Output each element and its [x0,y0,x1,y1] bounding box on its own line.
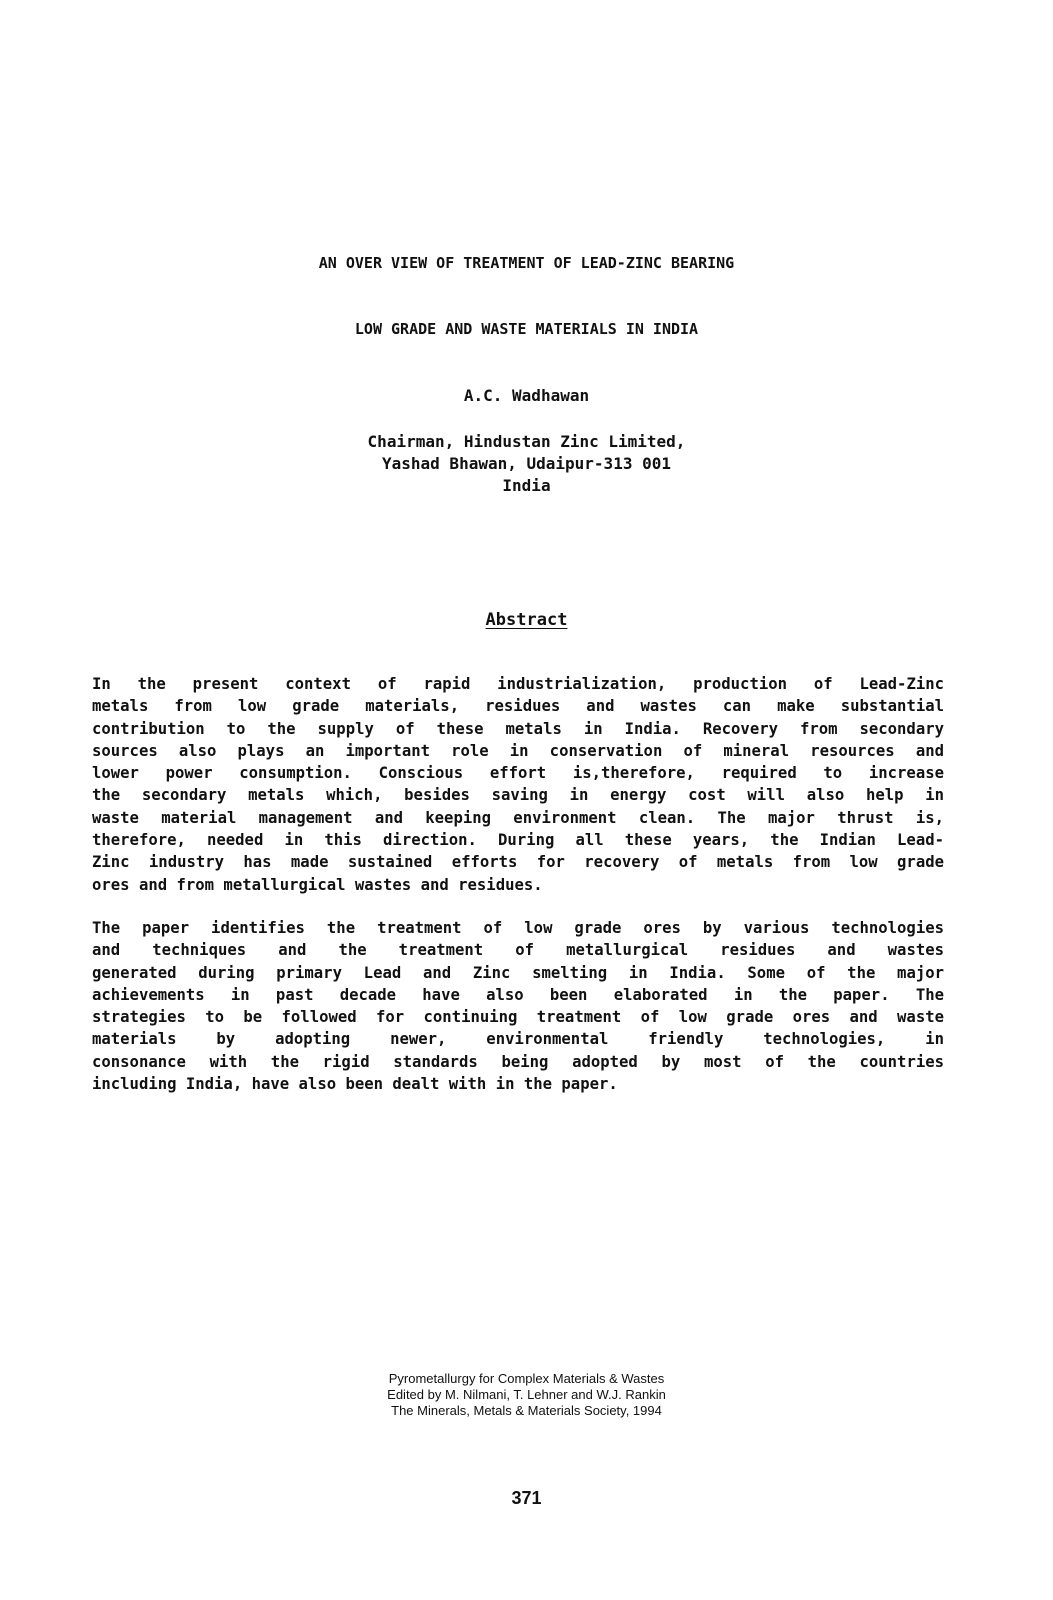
paragraph-line: strategies to be followed for continuing treatment of low grade ores and waste [92,1008,944,1027]
author-name: A.C. Wadhawan [463,386,590,405]
paragraph-line: In the present context of rapid industrialization, production of Lead-Zinc [92,675,944,693]
paragraph-line: the secondary metals which, besides saving in energy cost will also help in [92,786,944,805]
paragraph-line: therefore, needed in this direction. During all these years, the Indian Lead- [92,831,944,850]
paragraph-line: achievements in past decade have also been elaborated in the paper. The [92,985,944,1004]
paragraph-line: consonance with the rigid standards being adopted by most of the countries [92,1052,944,1071]
paper-title-line-2: LOW GRADE AND WASTE MATERIALS IN INDIA [354,320,699,338]
paragraph-line: The paper identifies the treatment of low grade ores by various technologies [92,919,944,937]
footer-line-1: Pyrometallurgy for Complex Materials & Wastes [388,1371,665,1386]
paragraph-line: lower power consumption. Conscious effort is,therefore, required to increase [92,764,944,783]
abstract-paragraph-2 [92,917,944,1095]
abstract-paragraph-1 [92,673,944,896]
paragraph-line: generated during primary Lead and Zinc smelting in India. Some of the major [92,963,944,982]
paragraph-line: sources also plays an important role in conservation of mineral resources and [92,741,944,760]
affiliation-line-3: India [502,476,551,495]
footer-line-3: The Minerals, Metals & Materials Society, 1994 [391,1403,662,1418]
affiliation-line-2: Yashad Bhawan, Udaipur-313 001 [382,454,671,473]
abstract-heading-text: Abstract [485,610,568,630]
affiliation-line-1: Chairman, Hindustan Zinc Limited, [367,432,686,451]
paragraph-line: including India, have also been dealt with in the paper. [92,1075,618,1094]
publication-footer [0,1371,1053,1419]
paper-title-line-1: AN OVER VIEW OF TREATMENT OF LEAD-ZINC BEARING [318,254,735,272]
paragraph-line: and techniques and the treatment of metallurgical residues and wastes [92,941,944,960]
paragraph-line: materials by adopting newer, environmental friendly technologies, in [92,1030,944,1049]
paragraph-line: ores and from metallurgical wastes and residues. [92,875,543,894]
author-affiliation [0,431,1053,497]
paragraph-line: metals from low grade materials, residues and wastes can make substantial [92,697,944,716]
footer-line-2: Edited by M. Nilmani, T. Lehner and W.J. Rankin [387,1387,666,1402]
paragraph-line: contribution to the supply of these metals in India. Recovery from secondary [92,719,944,738]
abstract-heading [0,610,1053,630]
paragraph-line: Zinc industry has made sustained efforts for recovery of metals from low grade [92,853,944,872]
paragraph-line: waste material management and keeping environment clean. The major thrust is, [92,808,944,827]
page-number: 371 [511,1488,542,1508]
